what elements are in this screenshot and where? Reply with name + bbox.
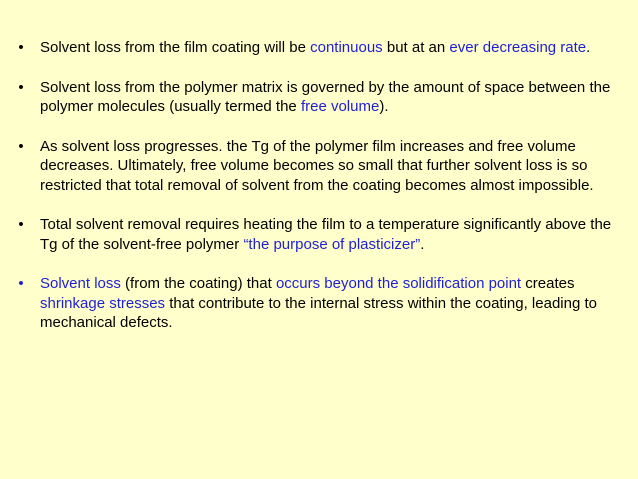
bullet-text: [40, 138, 594, 194]
bullet-item: [14, 78, 626, 117]
bullet-item: [14, 137, 626, 196]
text-segment: Solvent loss from the polymer matrix is governed by the amount of space between the polymer molecules (usually termed the: [40, 78, 611, 115]
bullet-list: [14, 38, 626, 333]
text-segment: As solvent loss progresses. the Tg of the polymer film increases and free volume decreases. Ultimately, free volume becomes so small that further solvent loss is so restricted that total removal of solvent from the coating becomes almost impossible.: [40, 137, 594, 194]
text-segment: that contribute to the internal stress within the coating, leading to mechanical defects.: [40, 294, 597, 331]
bullet-icon: •: [18, 275, 24, 292]
highlighted-term: ever decreasing rate: [449, 39, 587, 56]
text-segment: creates: [521, 275, 575, 292]
highlighted-term: free volume: [300, 98, 380, 115]
bullet-item: [14, 274, 626, 333]
bullet-icon: •: [18, 39, 24, 56]
text-segment: but at an: [382, 39, 450, 56]
bullet-text: [40, 216, 611, 253]
highlighted-term: Solvent loss: [40, 275, 121, 292]
bullet-text: [40, 79, 610, 116]
highlighted-term: continuous: [310, 39, 383, 56]
text-segment: .: [420, 235, 425, 253]
text-segment: .: [586, 39, 591, 56]
bullet-icon: •: [18, 137, 24, 155]
text-segment: Total solvent removal requires heating the film to a temperature significantly above the Tg of the solvent-free polymer: [40, 216, 612, 253]
bullet-item: [14, 38, 626, 58]
highlighted-term: shrinkage stresses: [40, 294, 166, 312]
bullet-item: [14, 215, 626, 254]
bullet-icon: •: [18, 216, 24, 233]
bullet-icon: •: [18, 78, 24, 96]
bullet-text: [40, 39, 590, 56]
text-segment: ).: [379, 98, 389, 115]
text-segment: Solvent loss from the film coating will be: [40, 39, 311, 56]
highlighted-term: occurs beyond the solidification point: [275, 275, 522, 292]
text-segment: (from the coating) that: [120, 275, 276, 292]
highlighted-term: “the purpose of plasticizer”: [243, 235, 421, 253]
bullet-text: [40, 275, 597, 331]
